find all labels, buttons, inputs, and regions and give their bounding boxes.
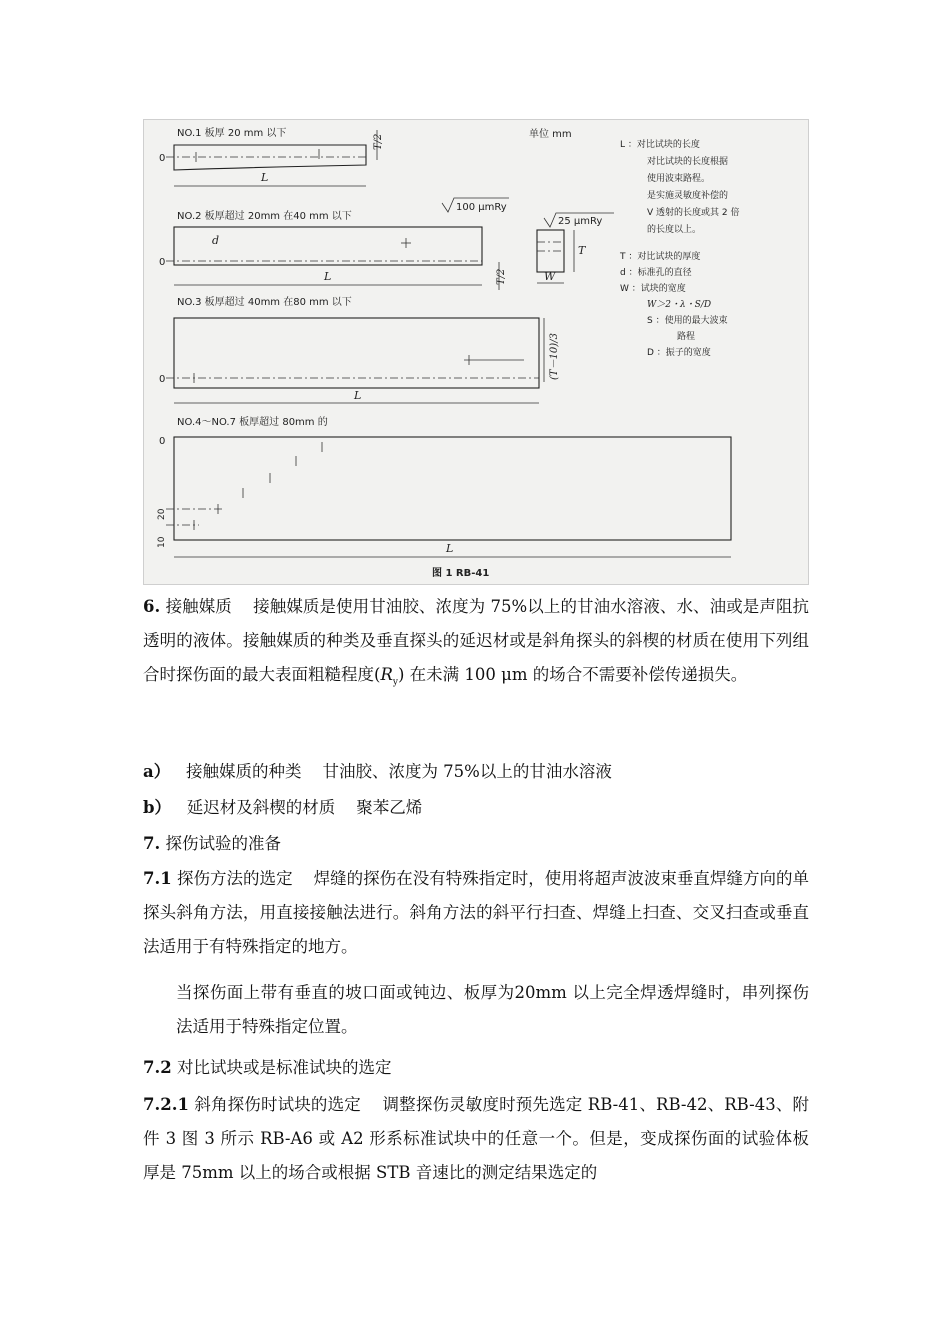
no1-label-T2: T/2	[373, 133, 384, 150]
section-label-W: W	[544, 270, 556, 283]
item-b-name: 延迟材及斜楔的材质	[186, 798, 336, 817]
item-a	[143, 758, 612, 782]
section-7-1-text-2: 当探伤面上带有垂直的坡口面或钝边、板厚为20mm 以上完全焊透焊缝时，串列探伤法适用于特殊指定位置。	[176, 983, 809, 1036]
legend-line: V 透射的长度或其 2 倍	[647, 208, 740, 218]
no2-label-d: d	[212, 234, 220, 247]
roughness-25-label: 25 μmRy	[558, 216, 603, 227]
legend-line: T ：对比试块的厚度	[620, 252, 701, 262]
no47-label-10: 10	[157, 536, 167, 548]
legend-line: L ：对比试块的长度	[620, 140, 700, 150]
section-6-ry-r: R	[380, 665, 393, 684]
no1-block-outline	[174, 145, 366, 170]
no2-title: NO.2 板厚超过 20mm 在40 mm 以下	[177, 211, 352, 222]
no47-block-outline	[174, 437, 731, 540]
legend-line: 的长度以上。	[647, 225, 702, 235]
item-b	[143, 794, 422, 818]
section-6-paragraph	[143, 590, 809, 699]
section-6-text-b: ) 在未满 100 μm 的场合不需要补偿传递损失。	[397, 665, 748, 684]
roughness-100-label: 100 μmRy	[456, 202, 507, 213]
legend-line: W ：试块的宽度	[620, 284, 686, 294]
figure-rb41	[143, 119, 809, 585]
section-7-1-number: 7.1	[143, 869, 172, 888]
section-7-1-text: 焊缝的探伤在没有特殊指定时，使用将超声波波束垂直焊缝方向的单探头斜角方法，用直接接触法进行。斜角方法的斜平行扫查、焊缝上扫查、交叉扫查或垂直法适用于有特殊指定的地方。	[143, 869, 810, 956]
section-6-text-a: 接触媒质是使用甘油胶、浓度为 75%以上的甘油水溶液、水、油或是声阻抗透明的液体。接触媒质的种类及垂直探头的延迟材或是斜角探头的斜楔的材质在使用下列组合时探伤面的最大表面粗糙程度(	[143, 597, 810, 684]
section-7-2-1-title: 斜角探伤时试块的选定	[194, 1095, 361, 1114]
no2-label-T2: T/2	[496, 268, 507, 285]
no47-zero: 0	[159, 436, 166, 447]
legend-line: D ：振子的宽度	[647, 348, 711, 358]
no3-zero: 0	[159, 374, 166, 385]
section-7-heading	[143, 830, 281, 854]
section-7-1-paragraph-2	[143, 976, 809, 1044]
item-a-value: 甘油胶、浓度为 75%以上的甘油水溶液	[322, 762, 612, 781]
section-6-title: 接触媒质	[165, 597, 232, 616]
section-6-number: 6.	[143, 597, 161, 616]
section-7-number: 7.	[143, 834, 161, 853]
legend-line: 路程	[677, 332, 696, 342]
no3-label-T103: (T－10)/3	[549, 333, 560, 380]
item-b-label: b）	[143, 798, 172, 817]
no47-label-L: L	[446, 542, 454, 555]
legend-line: S ：使用的最大波束	[647, 316, 728, 326]
item-a-name: 接触媒质的种类	[185, 762, 302, 781]
item-a-label: a）	[143, 762, 171, 781]
no3-title: NO.3 板厚超过 40mm 在80 mm 以下	[177, 297, 352, 308]
legend-line: d ：标准孔的直径	[620, 268, 692, 278]
no1-zero: 0	[159, 153, 166, 164]
no3-block-outline	[174, 318, 539, 388]
legend-line: 使用波束路程。	[647, 174, 711, 184]
section-7-1-paragraph	[143, 862, 809, 964]
figure-caption: 图 1 RB-41	[432, 568, 490, 579]
figure-drawing	[144, 120, 808, 584]
section-7-2-heading	[143, 1054, 391, 1078]
figure-legend	[619, 138, 739, 358]
section-7-2-1-text: 调整探伤灵敏度时预先选定 RB-41、RB-42、RB-43、附件 3 图 3 所示 RB-A6 或 A2 形系标准试块中的任意一个。但是，变成探伤面的试验体板厚是 75mm 以上的场合或根据 STB 音速比的测定结果选定的	[143, 1095, 809, 1182]
legend-line: 是实施灵敏度补偿的	[647, 191, 729, 201]
no2-block-outline	[174, 227, 482, 265]
no2-zero: 0	[159, 257, 166, 268]
no47-label-20: 20	[157, 508, 167, 520]
no47-title: NO.4～NO.7 板厚超过 80mm 的	[177, 417, 328, 428]
section-7-2-1-paragraph	[143, 1088, 809, 1190]
section-7-2-1-number: 7.2.1	[143, 1095, 189, 1114]
section-6-ry-sub: y	[392, 677, 398, 688]
legend-line: W＞2・λ・S/D	[647, 300, 712, 310]
section-7-title: 探伤试验的准备	[165, 834, 281, 853]
section-7-1-title: 探伤方法的选定	[176, 869, 293, 888]
no1-title: NO.1 板厚 20 mm 以下	[177, 128, 287, 139]
section-7-2-title: 对比试块或是标准试块的选定	[176, 1058, 392, 1077]
unit-label: 单位 mm	[529, 129, 572, 140]
no1-label-L: L	[261, 171, 269, 184]
no2-label-L: L	[324, 270, 332, 283]
legend-line: 对比试块的长度根据	[647, 157, 729, 167]
section-label-T: T	[578, 244, 586, 257]
no3-label-L: L	[354, 389, 362, 402]
section-7-2-number: 7.2	[143, 1058, 172, 1077]
item-b-value: 聚苯乙烯	[356, 798, 423, 817]
